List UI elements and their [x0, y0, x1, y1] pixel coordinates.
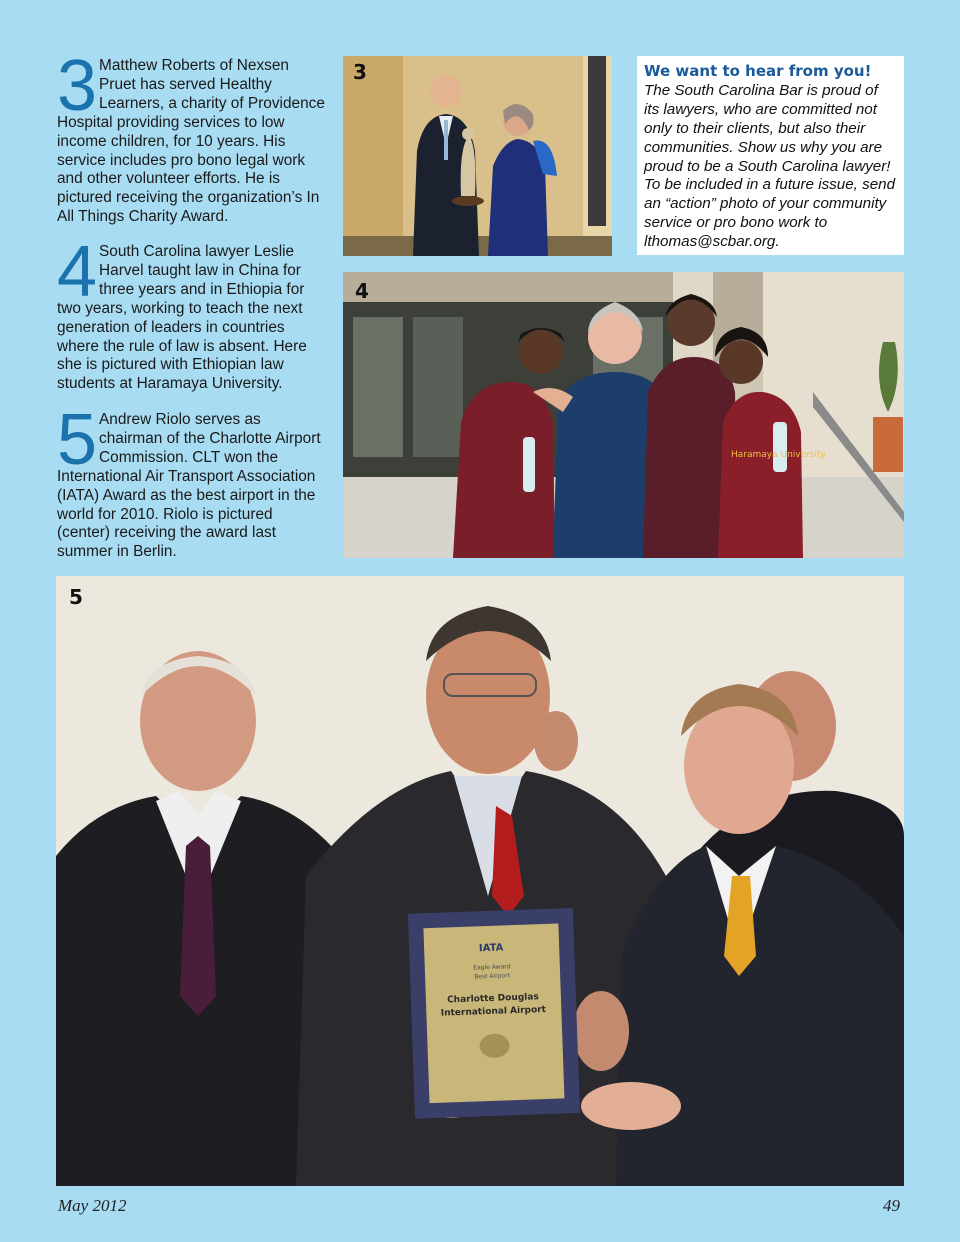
- story-4: [57, 232, 325, 394]
- callout-body: The South Carolina Bar is proud of its lawyers, who are committed not only to their clients, but also their communities. Show us why you are proud to be a South Carolina lawyer! To be included in a future issue, send an “action” photo of your community service or pro bono work to lthomas@scbar.org.: [644, 81, 896, 251]
- story-4-text: South Carolina lawyer Leslie Harvel taught law in China for three years and in Ethiopia for two years, working to teach the next generation of leaders in countries where the rule of law is absent. Here she is pictured with Ethiopian law students at Haramaya University.: [57, 243, 307, 393]
- photo-5-image: [56, 576, 904, 1186]
- plaque-org: IATA: [478, 942, 504, 955]
- page-number: 49: [883, 1196, 900, 1215]
- photo-5: [56, 576, 904, 1186]
- dropcap-3: 3: [57, 46, 98, 126]
- callout-box: [637, 56, 904, 255]
- footer-date: May 2012: [58, 1196, 127, 1215]
- photo-4-label: 4: [355, 279, 369, 303]
- shirt-print: Haramaya University: [731, 450, 826, 460]
- plaque-line1: Eagle Award: [473, 963, 511, 972]
- callout-heading: We want to hear from you!: [644, 62, 872, 80]
- story-3: [57, 46, 325, 227]
- story-5: [57, 400, 325, 562]
- dropcap-4: 4: [57, 232, 98, 312]
- photo-3-label: 3: [353, 60, 367, 84]
- story-5-text: Andrew Riolo serves as chairman of the Charlotte Airport Commission. CLT won the International Air Transport Association (IATA) Award as the best airport in the world for 2010. Riolo is pictured (center) receiving the award last summer in Berlin.: [57, 411, 321, 561]
- plaque-title1: Charlotte Douglas: [446, 992, 539, 1006]
- photo-3-image: [343, 56, 612, 256]
- photo-5-label: 5: [69, 585, 83, 609]
- photo-3: [343, 56, 612, 256]
- plaque-line2: Best Airport: [474, 972, 511, 981]
- dropcap-5: 5: [57, 400, 98, 480]
- photo-4-image: [343, 272, 904, 558]
- plaque-title2: International Airport: [440, 1004, 547, 1019]
- story-3-text: Matthew Roberts of Nexsen Pruet has served Healthy Learners, a charity of Providence Hospital providing services to low income children, for 10 years. His service includes pro bono legal work and other volunteer efforts. He is pictured receiving the organization’s In All Things Charity Award.: [57, 57, 325, 226]
- photo-4: [343, 272, 904, 558]
